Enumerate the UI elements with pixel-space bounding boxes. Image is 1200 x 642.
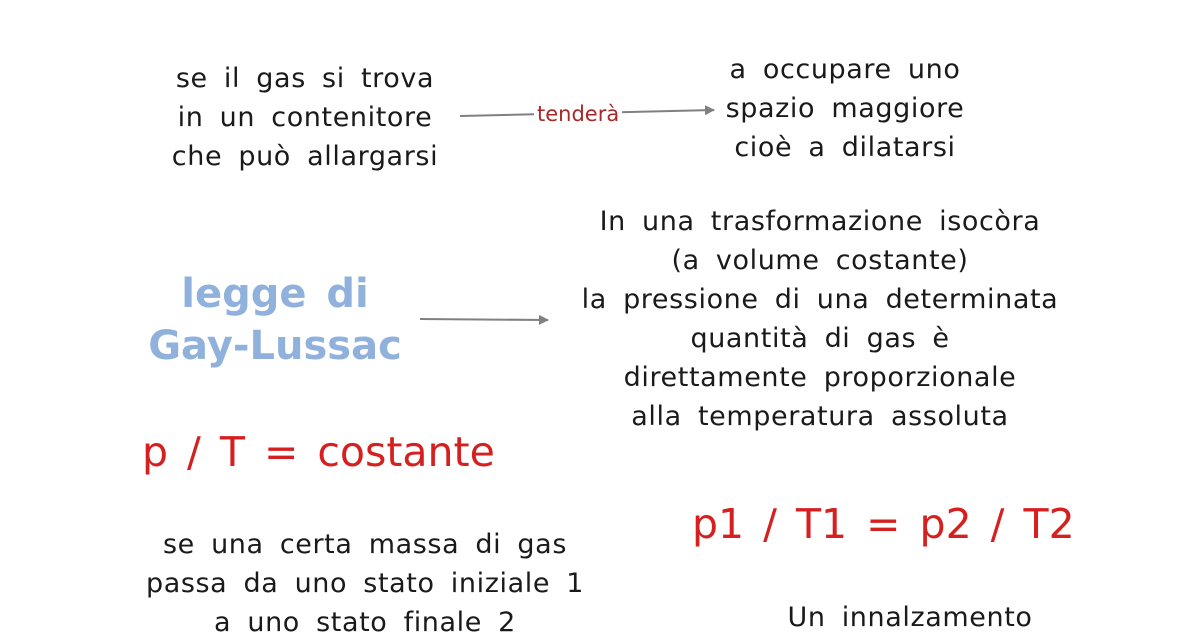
definition-line: direttamente proporzionale (623, 362, 1017, 393)
formula-ratio-constant: p / T = costante (142, 428, 495, 476)
gas-container-text (140, 59, 470, 176)
definition-line: quantità di gas è (690, 323, 950, 354)
definition-line: la pressione di una determinata (581, 284, 1059, 315)
definition-line: alla temperatura assoluta (631, 401, 1009, 432)
definition-line: In una trasformazione isocòra (599, 206, 1041, 237)
mass-transition-text (110, 525, 620, 642)
occupy-line: cioè a dilatarsi (734, 132, 956, 163)
mass-line: a uno stato finale 2 (214, 607, 516, 638)
arrow-label-tendera: tenderà (534, 100, 622, 128)
occupy-line: spazio maggiore (725, 93, 965, 124)
gas-container-line: se il gas si trova (175, 63, 435, 94)
law-title-line: Gay-Lussac (148, 323, 402, 369)
law-definition-text (540, 202, 1100, 436)
occupy-space-text (690, 50, 1000, 167)
formula-state-equality: p1 / T1 = p2 / T2 (692, 500, 1075, 548)
rise-line: Un innalzamento (787, 602, 1033, 633)
mass-line: passa da uno stato iniziale 1 (145, 568, 585, 599)
occupy-line: a occupare uno (729, 54, 961, 85)
law-title (100, 268, 450, 372)
mass-line: se una certa massa di gas (163, 529, 567, 560)
gas-container-line: in un contenitore (177, 102, 433, 133)
law-title-line: legge di (181, 271, 369, 317)
temperature-rise-text (740, 598, 1080, 637)
definition-line: (a volume costante) (671, 245, 969, 276)
gas-container-line: che può allargarsi (171, 141, 439, 172)
